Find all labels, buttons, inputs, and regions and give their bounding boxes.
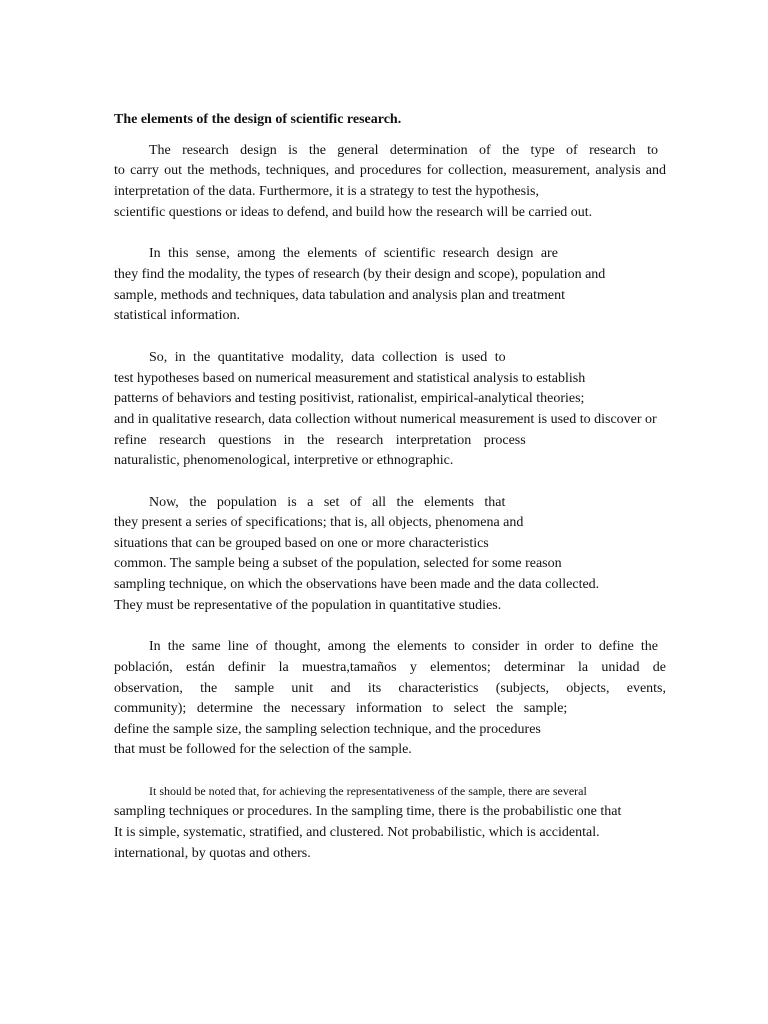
paragraph-4-line-2: they present a series of specifications; that is, all objects, phenomena and bbox=[114, 515, 524, 530]
paragraph-5-line-1: In the same line of thought, among the elements to consider in order to define the bbox=[149, 639, 658, 654]
paragraph-5-line-6: that must be followed for the selection of the sample. bbox=[114, 742, 412, 757]
paragraph-5-line-4: community); determine the necessary information to select the sample; bbox=[114, 701, 568, 716]
paragraph-2-line-3: sample, methods and techniques, data tabulation and analysis plan and treatment bbox=[114, 288, 565, 303]
paragraph-6-line-3: It is simple, systematic, stratified, and clustered. Not probabilistic, which is accidental. bbox=[114, 825, 600, 840]
paragraph-6-line-2: sampling techniques or procedures. In the sampling time, there is the probabilistic one that bbox=[114, 804, 622, 819]
paragraph-2-line-2: they find the modality, the types of research (by their design and scope), population and bbox=[114, 267, 606, 282]
paragraph-6-line-4: international, by quotas and others. bbox=[114, 846, 311, 861]
paragraph-3-line-6: naturalistic, phenomenological, interpretive or ethnographic. bbox=[114, 453, 454, 468]
paragraph-2-line-4: statistical information. bbox=[114, 308, 240, 323]
paragraph-3-line-3: patterns of behaviors and testing positivist, rationalist, empirical-analytical theories; bbox=[114, 391, 585, 406]
paragraph-2-line-1: In this sense, among the elements of scientific research design are bbox=[149, 246, 558, 261]
document-title: The elements of the design of scientific research. bbox=[114, 112, 402, 127]
paragraph-4-line-6: They must be representative of the population in quantitative studies. bbox=[114, 598, 502, 613]
paragraph-6-line-1: It should be noted that, for achieving the representativeness of the sample, there are several bbox=[149, 784, 587, 798]
paragraph-3-line-4: and in qualitative research, data collection without numerical measurement is used to discover or bbox=[114, 412, 657, 427]
paragraph-4-line-3: situations that can be grouped based on one or more characteristics bbox=[114, 536, 489, 551]
paragraph-4-line-4: common. The sample being a subset of the population, selected for some reason bbox=[114, 556, 562, 571]
paragraph-3-line-5: refine research questions in the research interpretation process bbox=[114, 433, 526, 448]
paragraph-1-line-3: interpretation of the data. Furthermore, it is a strategy to test the hypothesis, bbox=[114, 184, 539, 199]
paragraph-1-line-4: scientific questions or ideas to defend, and build how the research will be carried out. bbox=[114, 205, 593, 220]
paragraph-4-line-5: sampling technique, on which the observations have been made and the data collected. bbox=[114, 577, 600, 592]
paragraph-1-line-1: The research design is the general determination of the type of research to bbox=[149, 143, 658, 158]
paragraph-5-line-3: observation, the sample unit and its characteristics (subjects, objects, events, bbox=[114, 681, 666, 696]
paragraph-3-line-1: So, in the quantitative modality, data collection is used to bbox=[149, 350, 506, 365]
paragraph-4-line-1: Now, the population is a set of all the elements that bbox=[149, 495, 506, 510]
paragraph-5-line-5: define the sample size, the sampling selection technique, and the procedures bbox=[114, 722, 541, 737]
paragraph-1-line-2: to carry out the methods, techniques, and procedures for collection, measurement, analysis and bbox=[114, 163, 666, 178]
paragraph-5-line-2: población, están definir la muestra,tamaños y elementos; determinar la unidad de bbox=[114, 660, 666, 675]
paragraph-3-line-2: test hypotheses based on numerical measurement and statistical analysis to establish bbox=[114, 371, 586, 386]
